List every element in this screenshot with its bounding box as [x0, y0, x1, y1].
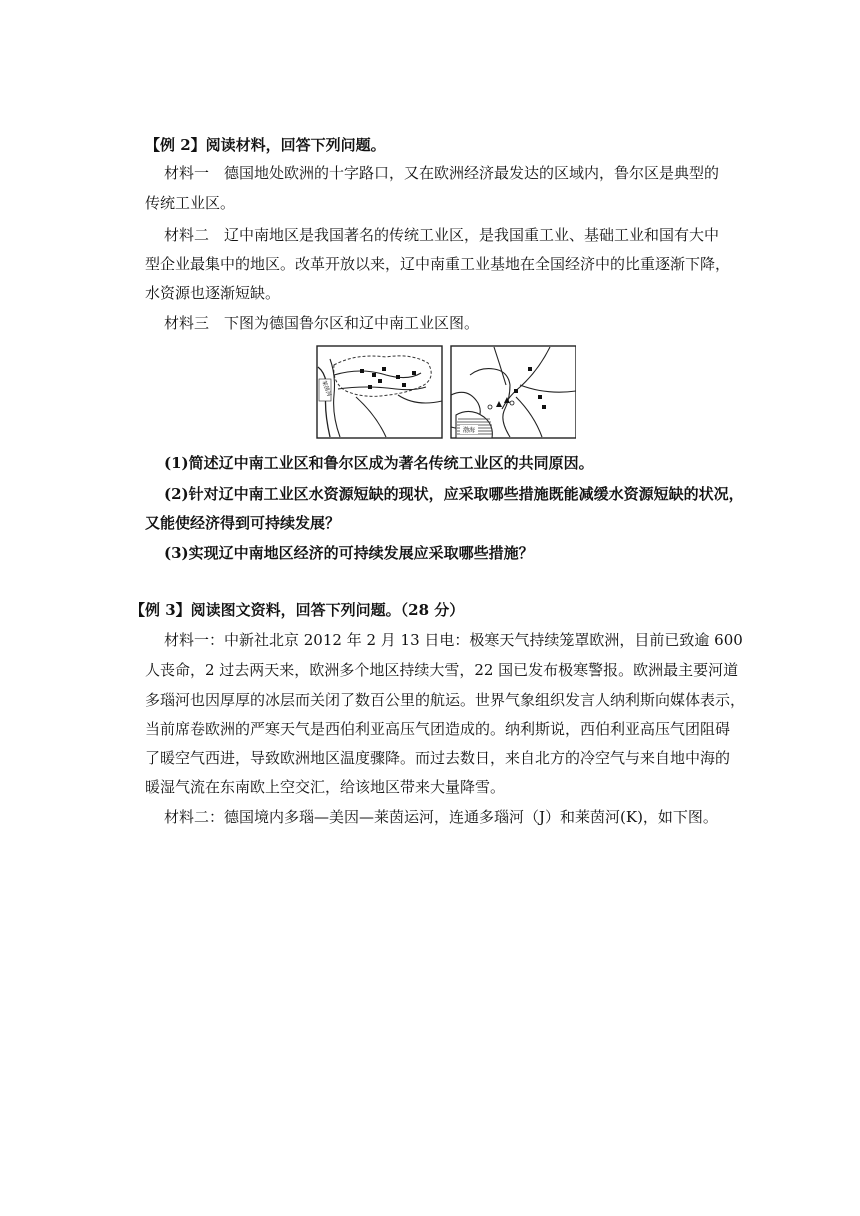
ruhr-map [317, 346, 442, 438]
example2-question3: (3)实现辽中南地区经济的可持续发展应采取哪些措施？ [164, 544, 534, 562]
rhine-label: 莱茵河 [320, 379, 332, 398]
example3-material1-line6: 暖湿气流在东南欧上空交汇，给该地区带来大量降雪。 [145, 778, 506, 796]
example2-material1-line2: 传统工业区。 [145, 194, 236, 212]
example2-material2-line1: 材料二 辽中南地区是我国著名的传统工业区，是我国重工业、基础工业和国有大中 [164, 226, 720, 244]
example3-material1-line4: 当前席卷欧洲的严寒天气是西伯利亚高压气团造成的。纳利斯说，西伯利亚高压气团阻碍 [145, 720, 731, 738]
example3-material1-line2: 人丧命，2 过去两天来，欧洲多个地区持续大雪，22 国已发布极寒警报。欧洲最主要河道 [145, 661, 739, 679]
example3-heading: 【例 3】阅读图文资料，回答下列问题。（28 分） [130, 601, 465, 619]
example2-question2-line1: (2)针对辽中南工业区水资源短缺的现状，应采取哪些措施既能减缓水资源短缺的状况， [164, 485, 744, 503]
example3-material2-line1: 材料二：德国境内多瑙—美因—莱茵运河，连通多瑙河（J）和莱茵河(K)，如下图。 [164, 808, 718, 826]
example2-question2-line2: 又能使经济得到可持续发展？ [145, 514, 341, 532]
example2-heading: 【例 2】阅读材料，回答下列问题。 [145, 136, 386, 154]
example2-material2-line2: 型企业最集中的地区。改革开放以来，辽中南重工业基地在全国经济中的比重逐渐下降， [145, 255, 731, 273]
example2-material2-line3: 水资源也逐渐短缺。 [145, 284, 281, 302]
liaozhongnan-map [451, 346, 576, 438]
bohai-label: 渤海 [462, 427, 476, 434]
example3-material1-line1: 材料一：中新社北京 2012 年 2 月 13 日电：极寒天气持续笼罩欧洲，目前已致逾 600 [164, 631, 743, 649]
example3-material1-line5: 了暖空气西进，导致欧洲地区温度骤降。而过去数日，来自北方的冷空气与来自地中海的 [145, 749, 731, 767]
example2-material3-line1: 材料三 下图为德国鲁尔区和辽中南工业区图。 [164, 314, 480, 332]
example2-question1: (1)简述辽中南工业区和鲁尔区成为著名传统工业区的共同原因。 [164, 454, 594, 472]
ruhr-liaozhongnan-maps [316, 345, 576, 440]
example2-material1-line1: 材料一 德国地处欧洲的十字路口，又在欧洲经济最发达的区域内，鲁尔区是典型的 [164, 164, 720, 182]
example3-material1-line3: 多瑙河也因厚厚的冰层而关闭了数百公里的航运。世界气象组织发言人纳利斯向媒体表示， [145, 691, 746, 709]
